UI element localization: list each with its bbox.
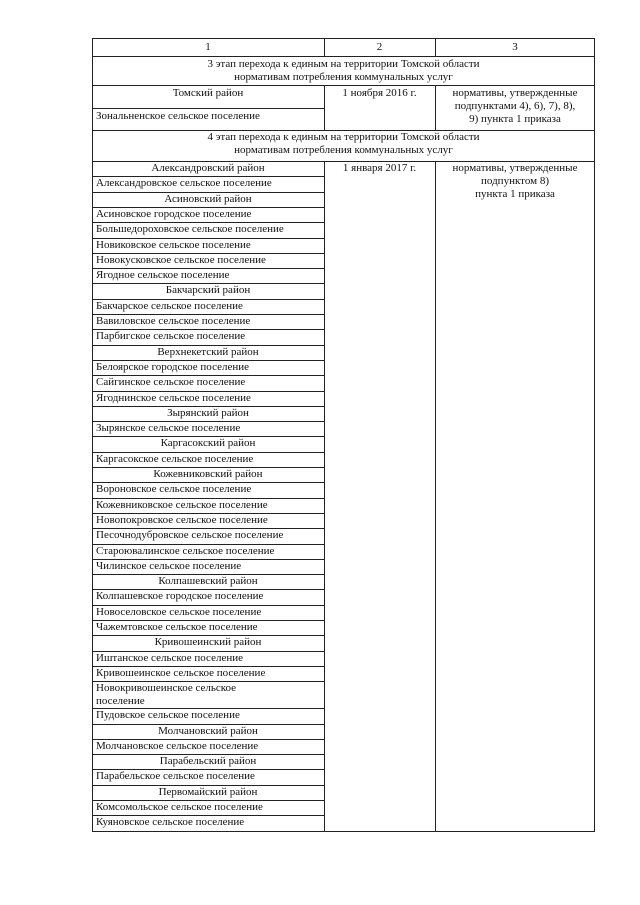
settlement-row bbox=[92, 422, 324, 436]
row-rule bbox=[92, 574, 324, 575]
row-rule bbox=[92, 253, 324, 254]
cell-text-line: Бакчарский район bbox=[165, 284, 251, 297]
cell-text-line: Парбигское сельское поселение bbox=[96, 330, 246, 343]
row-rule bbox=[92, 452, 324, 453]
settlement-row bbox=[92, 453, 324, 467]
row-rule bbox=[92, 268, 324, 269]
cell-text-line: Ягодное сельское поселение bbox=[96, 269, 230, 282]
stage4-title bbox=[92, 131, 595, 161]
cell-text-line: Новиковское сельское поселение bbox=[96, 238, 251, 251]
settlement-row bbox=[92, 514, 324, 528]
table-border-right bbox=[594, 38, 595, 832]
stage3-district bbox=[92, 87, 324, 101]
row-rule bbox=[92, 360, 324, 361]
cell-text-line: 3 bbox=[512, 41, 518, 53]
cell-text-line: Колпашевский район bbox=[158, 575, 258, 588]
stage3-bottom-rule bbox=[92, 130, 595, 131]
cell-text-line: 1 bbox=[205, 41, 211, 53]
district-row bbox=[92, 162, 324, 176]
row-rule bbox=[92, 207, 324, 208]
cell-text-line: Бакчарское сельское поселение bbox=[96, 299, 243, 312]
row-rule bbox=[92, 467, 324, 468]
row-rule bbox=[92, 708, 324, 709]
cell-text-line: нормативы, утвержденные bbox=[452, 162, 578, 174]
row-rule bbox=[92, 192, 324, 193]
cell-text-line: 4 этап перехода к единым на территории Томской области bbox=[207, 131, 480, 143]
settlement-row bbox=[92, 545, 324, 559]
settlement-row bbox=[92, 740, 324, 754]
row-rule bbox=[92, 635, 324, 636]
settlement-row bbox=[92, 529, 324, 543]
cell-text-line: Новопокровское сельское поселение bbox=[96, 513, 268, 526]
cell-text-line: Вороновское сельское поселение bbox=[96, 483, 252, 496]
district-row bbox=[92, 755, 324, 769]
cell-text-line: Новоселовское сельское поселение bbox=[96, 605, 262, 618]
row-rule bbox=[92, 406, 324, 407]
row-rule bbox=[92, 651, 324, 652]
cell-text-line: 3 этап перехода к единым на территории Томской области bbox=[207, 58, 480, 70]
settlement-row bbox=[92, 254, 324, 268]
settlement-row bbox=[92, 606, 324, 620]
row-rule bbox=[92, 375, 324, 376]
cell-text-line: 2 bbox=[376, 41, 383, 53]
cell-text-line: Пудовское сельское поселение bbox=[96, 709, 240, 722]
settlement-row bbox=[92, 177, 324, 191]
cell-text-line: поселение bbox=[96, 695, 145, 708]
settlement-row bbox=[92, 560, 324, 574]
settlement-row bbox=[92, 667, 324, 681]
cell-text-line: Зональненское сельское поселение bbox=[96, 110, 260, 122]
column-divider-1 bbox=[324, 161, 325, 831]
stage3-basis bbox=[435, 87, 595, 129]
cell-text-line: Иштанское сельское поселение bbox=[96, 651, 243, 664]
cell-text-line: Белоярское городское поселение bbox=[96, 360, 250, 373]
row-rule bbox=[92, 724, 324, 725]
cell-text-line: нормативам потребления коммунальных услуг bbox=[234, 71, 453, 83]
transition-schedule-table bbox=[92, 38, 595, 837]
district-row bbox=[92, 346, 324, 360]
settlement-row bbox=[92, 269, 324, 283]
column-header-1 bbox=[92, 41, 324, 55]
cell-text-line: Колпашевское городское поселение bbox=[96, 590, 264, 603]
cell-text-line: Новокусковское сельское поселение bbox=[96, 253, 266, 266]
district-row bbox=[92, 468, 324, 482]
settlement-row bbox=[92, 682, 324, 708]
district-row bbox=[92, 284, 324, 298]
district-row bbox=[92, 725, 324, 739]
settlement-row bbox=[92, 499, 324, 513]
settlement-row bbox=[92, 621, 324, 635]
row-rule bbox=[92, 283, 324, 284]
cell-text-line: Молчановский район bbox=[158, 724, 258, 737]
settlement-row bbox=[92, 483, 324, 497]
table-border-bottom bbox=[92, 831, 595, 832]
cell-text-line: Новокривошеинское сельское bbox=[96, 682, 237, 695]
row-rule bbox=[92, 739, 324, 740]
table-border-top bbox=[92, 38, 595, 39]
header-rule bbox=[92, 56, 595, 57]
row-rule bbox=[92, 605, 324, 606]
row-rule bbox=[92, 299, 324, 300]
row-rule bbox=[92, 482, 324, 483]
settlement-row bbox=[92, 208, 324, 222]
district-row bbox=[92, 786, 324, 800]
cell-text-line: Асиновское городское поселение bbox=[96, 207, 252, 220]
cell-text-line: Каргасокское сельское поселение bbox=[96, 452, 254, 465]
row-rule bbox=[92, 559, 324, 560]
cell-text-line: Томский район bbox=[172, 87, 244, 99]
settlement-row bbox=[92, 652, 324, 666]
settlement-row bbox=[92, 816, 324, 830]
settlement-row bbox=[92, 801, 324, 815]
cell-text-line: Куяновское сельское поселение bbox=[96, 816, 245, 829]
stage3-title-rule bbox=[92, 85, 595, 86]
cell-text-line: Большедороховское сельское поселение bbox=[96, 223, 284, 236]
column-header-2 bbox=[324, 41, 435, 55]
cell-text-line: Кожевниковское сельское поселение bbox=[96, 498, 268, 511]
cell-text-line: Асиновский район bbox=[164, 192, 252, 205]
cell-text-line: Староювалинское сельское поселение bbox=[96, 544, 275, 557]
cell-text-line: Комсомольское сельское поселение bbox=[96, 801, 263, 813]
cell-text-line: Верхнекетский район bbox=[157, 345, 259, 358]
cell-text-line: 1 ноября 2016 г. bbox=[342, 87, 417, 99]
cell-text-line: Сайгинское сельское поселение bbox=[96, 376, 246, 389]
district-row bbox=[92, 407, 324, 421]
cell-text-line: Парабельский район bbox=[159, 755, 257, 768]
table-border-left bbox=[92, 38, 93, 832]
row-rule bbox=[92, 222, 324, 223]
cell-text-line: Песочнодубровское сельское поселение bbox=[96, 529, 284, 542]
row-rule bbox=[92, 666, 324, 667]
cell-text-line: 1 января 2017 г. bbox=[342, 162, 417, 174]
settlement-row bbox=[92, 300, 324, 314]
cell-text-line: Зырянское сельское поселение bbox=[96, 422, 241, 435]
cell-text-line: Кривошеинский район bbox=[154, 636, 262, 649]
stage4-date bbox=[324, 162, 435, 176]
stage3-row-rule bbox=[92, 108, 324, 109]
cell-text-line: Молчановское сельское поселение bbox=[96, 739, 259, 752]
column-divider-2 bbox=[435, 161, 436, 831]
row-rule bbox=[92, 620, 324, 621]
row-rule bbox=[92, 436, 324, 437]
cell-text-line: Кожевниковский район bbox=[153, 468, 263, 480]
district-row bbox=[92, 437, 324, 451]
settlement-row bbox=[92, 770, 324, 784]
row-rule bbox=[92, 800, 324, 801]
cell-text-line: подпунктом 8) bbox=[481, 175, 549, 187]
cell-text-line: Чилинское сельское поселение bbox=[96, 559, 242, 572]
row-rule bbox=[92, 681, 324, 682]
row-rule bbox=[92, 314, 324, 315]
row-rule bbox=[92, 345, 324, 346]
settlement-row bbox=[92, 392, 324, 406]
row-rule bbox=[92, 238, 324, 239]
stage3-date bbox=[324, 87, 435, 101]
cell-text-line: подпунктами 4), 6), 7), 8), bbox=[454, 100, 576, 112]
column-header-3 bbox=[435, 41, 595, 55]
stage4-title-rule bbox=[92, 161, 595, 162]
row-rule bbox=[92, 498, 324, 499]
row-rule bbox=[92, 785, 324, 786]
settlement-row bbox=[92, 590, 324, 604]
cell-text-line: пункта 1 приказа bbox=[475, 188, 555, 200]
row-rule bbox=[92, 176, 324, 177]
cell-text-line: Чажемтовское сельское поселение bbox=[96, 621, 258, 633]
settlement-row bbox=[92, 330, 324, 344]
settlement-row bbox=[92, 376, 324, 390]
column-divider-1 bbox=[324, 85, 325, 130]
cell-text-line: 9) пункта 1 приказа bbox=[469, 113, 561, 125]
row-rule bbox=[92, 769, 324, 770]
column-divider-1 bbox=[324, 38, 325, 57]
row-rule bbox=[92, 421, 324, 422]
row-rule bbox=[92, 754, 324, 755]
cell-text-line: Александровский район bbox=[151, 162, 265, 174]
stage3-settlement bbox=[92, 110, 324, 124]
stage3-title bbox=[92, 58, 595, 88]
row-rule bbox=[92, 589, 324, 590]
cell-text-line: Зырянский район bbox=[167, 406, 249, 419]
settlement-row bbox=[92, 361, 324, 375]
district-row bbox=[92, 193, 324, 207]
row-rule bbox=[92, 544, 324, 545]
cell-text-line: Вавиловское сельское поселение bbox=[96, 315, 251, 327]
column-divider-2 bbox=[435, 38, 436, 57]
district-row bbox=[92, 636, 324, 650]
settlement-row bbox=[92, 315, 324, 329]
row-rule bbox=[92, 391, 324, 392]
cell-text-line: нормативам потребления коммунальных услуг bbox=[234, 144, 453, 156]
row-rule bbox=[92, 329, 324, 330]
cell-text-line: Парабельское сельское поселение bbox=[96, 770, 255, 783]
cell-text-line: нормативы, утвержденные bbox=[452, 87, 578, 99]
cell-text-line: Каргасокский район bbox=[160, 437, 256, 450]
settlement-row bbox=[92, 709, 324, 723]
column-divider-2 bbox=[435, 85, 436, 130]
row-rule bbox=[92, 513, 324, 514]
row-rule bbox=[92, 815, 324, 816]
stage4-basis bbox=[435, 162, 595, 204]
settlement-row bbox=[92, 223, 324, 237]
district-row bbox=[92, 575, 324, 589]
cell-text-line: Ягоднинское сельское поселение bbox=[96, 391, 251, 404]
settlement-row bbox=[92, 239, 324, 253]
cell-text-line: Кривошеинское сельское поселение bbox=[96, 666, 266, 679]
cell-text-line: Первомайский район bbox=[158, 785, 258, 798]
cell-text-line: Александровское сельское поселение bbox=[96, 177, 272, 190]
row-rule bbox=[92, 528, 324, 529]
